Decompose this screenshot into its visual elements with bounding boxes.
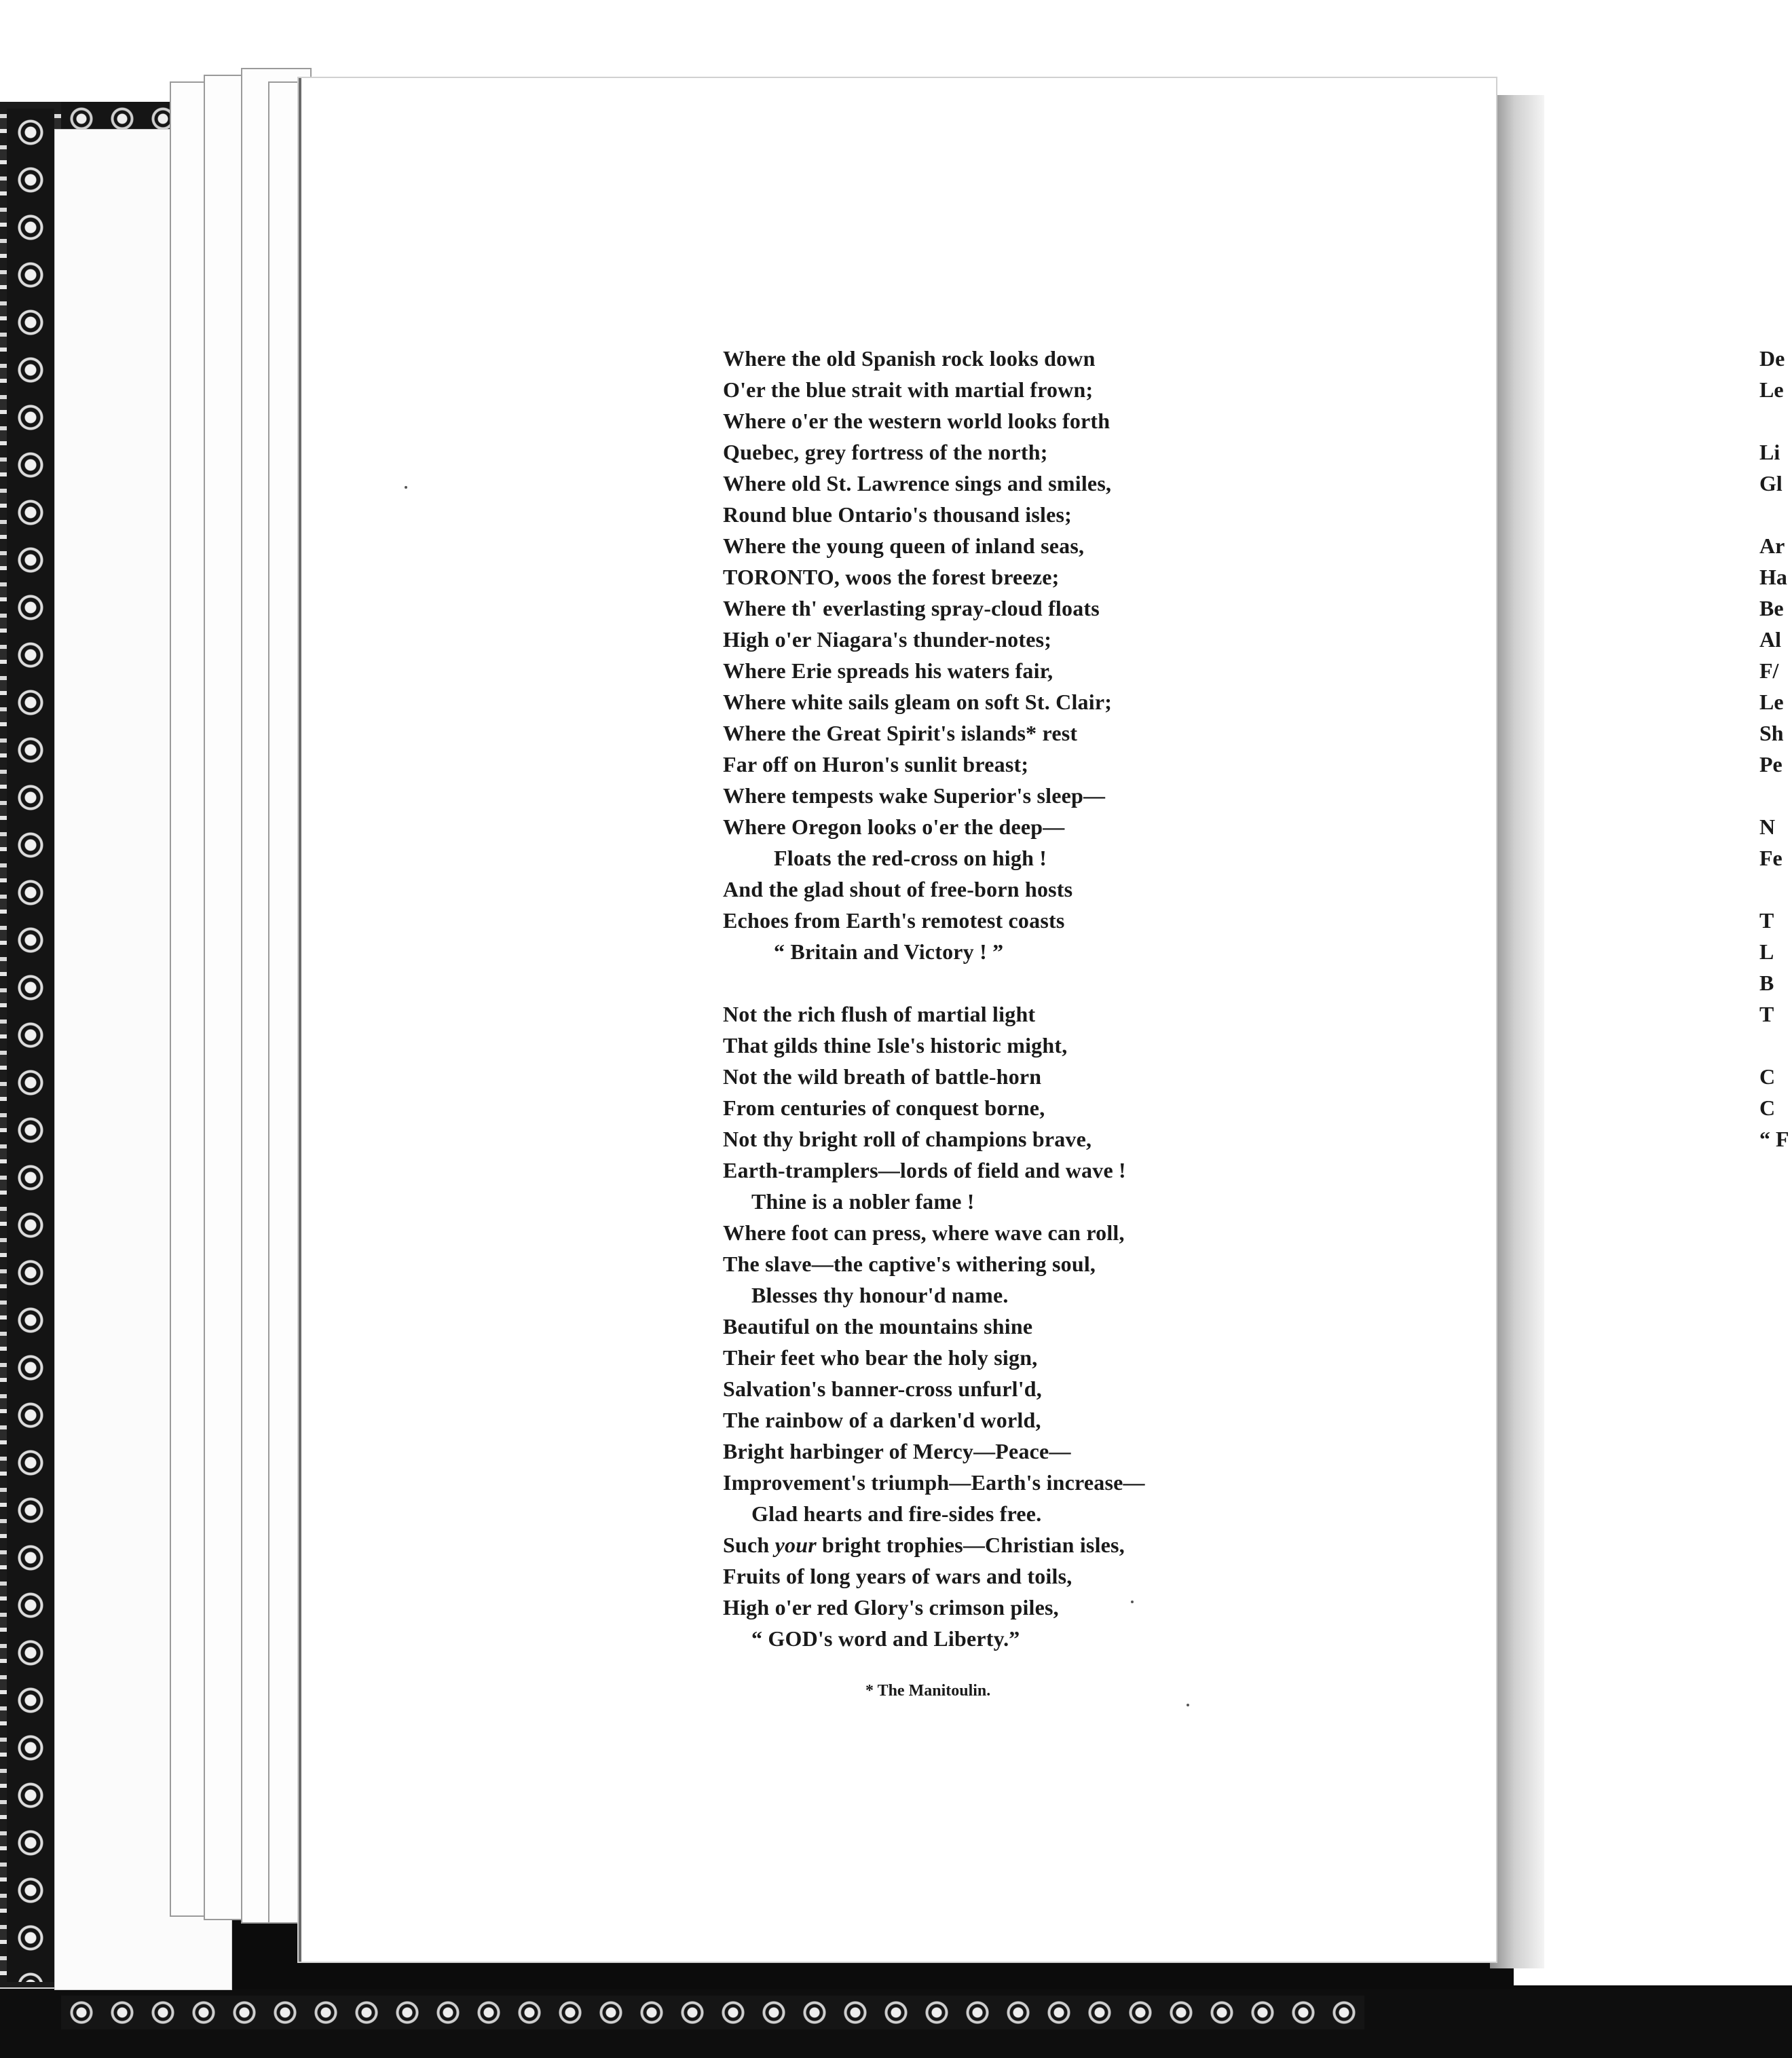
poem-line: Blesses thy honour'd name. [751,1283,1009,1307]
poem-line: From centuries of conquest borne, [723,1096,1045,1120]
poem-line-rest: 's word and Liberty.” [817,1626,1020,1651]
facing-line: De [1759,346,1785,371]
poem-line [723,1623,1239,1654]
facing-line-blank [1759,499,1792,530]
facing-line: Pe [1759,752,1782,777]
poem-line: Where Oregon looks o'er the deep— [723,815,1065,839]
footnote: * The Manitoulin. [865,1682,991,1700]
poem-line: “ Britain and Victory ! ” [774,939,1004,964]
poem-line: Beautiful on the mountains shine [723,1314,1033,1339]
poem-line: High o'er Niagara's thunder-notes; [723,627,1052,652]
poem-line: Not the wild breath of battle-horn [723,1064,1042,1089]
facing-line: Be [1759,596,1784,620]
poem-line: Where the Great Spirit's islands* rest [723,721,1078,745]
facing-line-blank [1759,874,1792,905]
poem-line: Where the old Spanish rock looks down [723,346,1096,371]
facing-line-blank [1759,1030,1792,1061]
poem-line: High o'er red Glory's crimson piles, [723,1595,1059,1620]
stanza-break [723,967,1239,998]
speck [405,486,407,489]
poem-line: And the glad shout of free-born hosts [723,877,1073,901]
god-word: GOD [768,1626,818,1651]
poem-line: Echoes from Earth's remotest coasts [723,908,1065,933]
poem-line-rest: , woos the forest breeze; [834,565,1060,589]
poem-line: The rainbow of a darken'd world, [723,1408,1041,1432]
facing-line: Fe [1759,846,1782,870]
poem-line: O'er the blue strait with martial frown; [723,377,1094,402]
poem-text [723,343,1239,1654]
poem-line: Where old St. Lawrence sings and smiles, [723,471,1112,495]
poem-line: Their feet who bear the holy sign, [723,1345,1038,1370]
facing-line: Ha [1759,565,1787,589]
facing-line: F/ [1759,658,1779,683]
poem-line: Not the rich flush of martial light [723,1002,1036,1026]
facing-page [1514,98,1792,1985]
poem-line: Where foot can press, where wave can roll, [723,1220,1125,1245]
poem-line [723,1529,1239,1560]
poem-line: Not thy bright roll of champions brave, [723,1127,1092,1151]
poem-line: Where Erie spreads his waters fair, [723,658,1053,683]
ornament-pattern [7,109,54,1982]
poem-line: Far off on Huron's sunlit breast; [723,752,1029,777]
poem-line: The slave—the captive's withering soul, [723,1252,1096,1276]
poem-line: Quebec, grey fortress of the north; [723,440,1048,464]
facing-line: Le [1759,690,1784,714]
poem-line-rest: bright trophies—Christian isles, [816,1533,1125,1557]
ornamental-cover-border-bottom [61,1996,1364,2029]
facing-line: Sh [1759,721,1784,745]
poem-line: Fruits of long years of wars and toils, [723,1564,1072,1588]
poem-line: Round blue Ontario's thousand isles; [723,502,1072,527]
poem-line: Improvement's triumph—Earth's increase— [723,1470,1145,1495]
facing-line: Li [1759,440,1780,464]
facing-line-blank [1759,405,1792,436]
open-quote: “ [751,1626,768,1651]
ornamental-cover-border-left [0,102,61,1989]
poem-line: Bright harbinger of Mercy—Peace— [723,1439,1071,1463]
facing-line: B [1759,971,1774,995]
poem-line: Where tempests wake Superior's sleep— [723,783,1106,808]
facing-line: C [1759,1064,1776,1089]
facing-page-text [1759,343,1792,1155]
emphasized-word: your [774,1533,817,1557]
facing-line: T [1759,908,1774,933]
poem-line: Floats the red-cross on high ! [774,846,1047,870]
poem-line: Where the young queen of inland seas, [723,534,1085,558]
facing-line-blank [1759,780,1792,811]
poem-line: Where o'er the western world looks forth [723,409,1110,433]
facing-line: T [1759,1002,1774,1026]
facing-line: L [1759,939,1774,964]
facing-line: N [1759,815,1776,839]
poem-line: Where white sails gleam on soft St. Clair; [723,690,1113,714]
poem-line-start: Such [723,1533,775,1557]
facing-line: Al [1759,627,1781,652]
poem-line: Glad hearts and fire-sides free. [751,1501,1042,1526]
facing-line: Ar [1759,534,1785,558]
facing-line: Le [1759,377,1784,402]
speck [1187,1704,1189,1706]
gutter-shadow [1490,95,1544,1968]
poem-line [723,561,1239,593]
poem-line: That gilds thine Isle's historic might, [723,1033,1068,1058]
poem-line: Where th' everlasting spray-cloud floats [723,596,1100,620]
poem-line: Thine is a nobler fame ! [751,1189,975,1214]
toronto-word: TORONTO [723,565,834,589]
poem-line: Earth-tramplers—lords of field and wave ! [723,1158,1126,1182]
facing-line: C [1759,1096,1776,1120]
facing-line: Gl [1759,471,1782,495]
facing-line: “ F [1759,1127,1789,1151]
poem-line: Salvation's banner-cross unfurl'd, [723,1377,1043,1401]
